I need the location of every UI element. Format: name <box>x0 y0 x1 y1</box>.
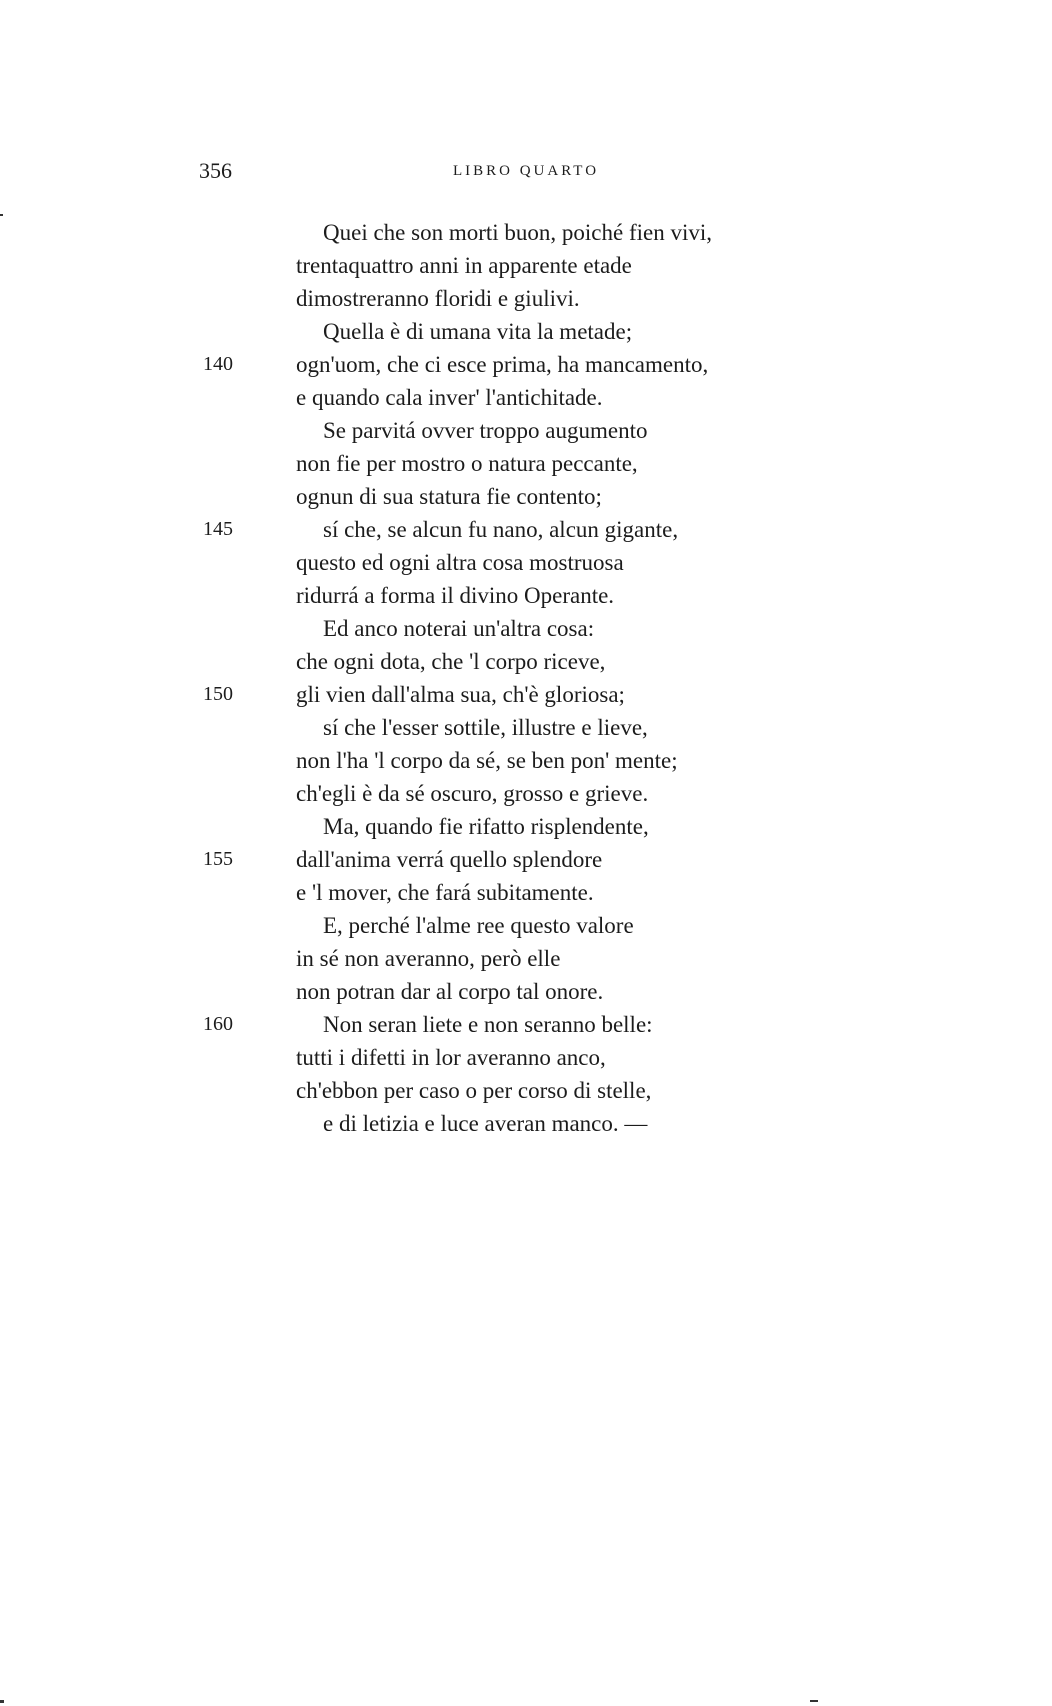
verse-text: non fie per mostro o natura peccante, <box>296 451 638 476</box>
verse-line <box>0 579 1052 612</box>
line-number: 160 <box>203 1013 233 1035</box>
verse-text: tutti i difetti in lor averanno anco, <box>296 1045 606 1070</box>
verse-line <box>0 480 1052 513</box>
verse-text: Ma, quando fie rifatto risplendente, <box>323 814 649 839</box>
verse-line <box>0 447 1052 480</box>
verse-line <box>0 513 1052 546</box>
verse-text: Non seran liete e non seranno belle: <box>323 1012 653 1037</box>
verse-line <box>0 909 1052 942</box>
verse-line <box>0 1074 1052 1107</box>
verse-text: Se parvitá ovver troppo augumento <box>323 418 648 443</box>
running-title: LIBRO QUARTO <box>452 163 600 179</box>
verse-text: che ogni dota, che 'l corpo riceve, <box>296 649 606 674</box>
verse-line <box>0 645 1052 678</box>
verse-text: Quella è di umana vita la metade; <box>323 319 633 344</box>
verse-text: ridurrá a forma il divino Operante. <box>296 583 615 608</box>
verse-text: e di letizia e luce averan manco. — <box>323 1111 648 1136</box>
verse-text: ch'egli è da sé oscuro, grosso e grieve. <box>296 781 649 806</box>
verse-line <box>0 810 1052 843</box>
verse-line <box>0 315 1052 348</box>
verse-line <box>0 216 1052 249</box>
verse-line <box>0 546 1052 579</box>
verse-text: e 'l mover, che fará subitamente. <box>296 880 594 905</box>
line-number: 150 <box>203 683 233 705</box>
verse-text: ch'ebbon per caso o per corso di stelle, <box>296 1078 652 1103</box>
verse-text: gli vien dall'alma sua, ch'è gloriosa; <box>296 682 625 707</box>
verse-text: dimostreranno floridi e giulivi. <box>296 286 580 311</box>
verse-line <box>0 777 1052 810</box>
scan-edge-mark <box>810 1700 818 1702</box>
verse-line <box>0 348 1052 381</box>
verse-line <box>0 678 1052 711</box>
line-number: 140 <box>203 353 233 375</box>
verse-text: Quei che son morti buon, poiché fien vivi, <box>323 220 713 245</box>
verse-line <box>0 843 1052 876</box>
verse-line <box>0 711 1052 744</box>
poem-body <box>0 216 1052 1140</box>
verse-text: ogn'uom, che ci esce prima, ha mancamento, <box>296 352 709 377</box>
verse-text: E, perché l'alme ree questo valore <box>323 913 634 938</box>
verse-text: Ed anco noterai un'altra cosa: <box>323 616 595 641</box>
verse-line <box>0 612 1052 645</box>
verse-text: questo ed ogni altra cosa mostruosa <box>296 550 624 575</box>
line-number: 155 <box>203 848 233 870</box>
verse-line <box>0 975 1052 1008</box>
verse-line <box>0 876 1052 909</box>
verse-text: sí che l'esser sottile, illustre e lieve, <box>323 715 648 740</box>
verse-line <box>0 282 1052 315</box>
verse-text: e quando cala inver' l'antichitade. <box>296 385 603 410</box>
verse-text: in sé non averanno, però elle <box>296 946 561 971</box>
verse-line <box>0 249 1052 282</box>
verse-line <box>0 414 1052 447</box>
line-number: 145 <box>203 518 233 540</box>
verse-text: dall'anima verrá quello splendore <box>296 847 603 872</box>
verse-line <box>0 744 1052 777</box>
scan-edge-mark <box>0 214 3 216</box>
verse-text: non l'ha 'l corpo da sé, se ben pon' mente; <box>296 748 678 773</box>
verse-line <box>0 1041 1052 1074</box>
verse-line <box>0 942 1052 975</box>
verse-text: sí che, se alcun fu nano, alcun gigante, <box>323 517 679 542</box>
verse-text: trentaquattro anni in apparente etade <box>296 253 632 278</box>
verse-line <box>0 381 1052 414</box>
scan-edge-mark <box>0 1700 4 1703</box>
verse-text: ognun di sua statura fie contento; <box>296 484 602 509</box>
page-number: 356 <box>199 158 232 183</box>
verse-line <box>0 1008 1052 1041</box>
verse-text: non potran dar al corpo tal onore. <box>296 979 604 1004</box>
verse-line <box>0 1107 1052 1140</box>
